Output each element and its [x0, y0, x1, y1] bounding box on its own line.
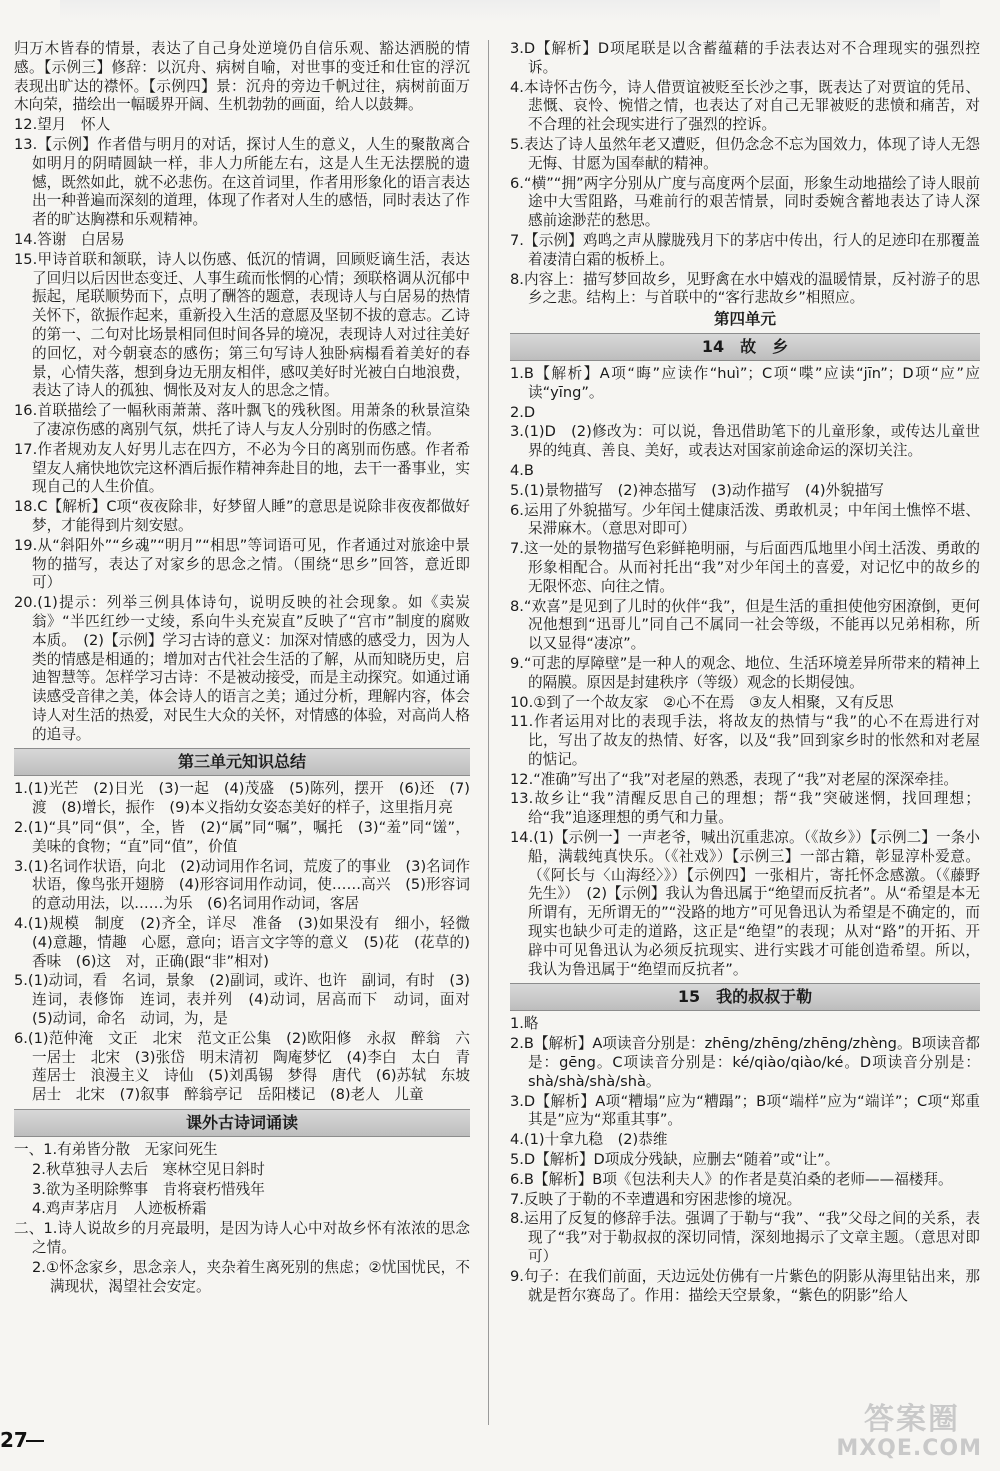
answer-item: 6.“横”“拥”两字分别从广度与高度两个层面，形象生动地描绘了诗人眼前途中大雪阻路，马难前行的艰苦情景，同时委婉含蓄地表达了诗人深感前途渺茫的愁思。	[510, 174, 980, 230]
answer-item: 9.“可悲的厚障壁”是一种人的观念、地位、生活环境差异所带来的精神上的隔膜。原因是封建秩序（等级）观念的长期侵蚀。	[510, 654, 980, 691]
answer-item: 16.首联描绘了一幅秋雨萧萧、落叶飘飞的残秋图。用萧条的秋景渲染了凄凉伤感的离别气氛，烘托了诗人与友人分别时的伤感之情。	[14, 402, 470, 438]
answer-item: 5.(1)景物描写 (2)神态描写 (3)动作描写 (4)外貌描写	[510, 481, 884, 499]
answer-item: 8.运用了反复的修辞手法。强调了于勒与“我”、“我”父母之间的关系，表现了“我”对于勒叔叔的深切同情，深刻地揭示了文章主题。（意思对即可）	[510, 1210, 980, 1266]
answer-item: 8.内容上：描写梦回故乡，见野禽在水中嬉戏的温暖情景，反衬游子的思乡之悲。结构上：与首联中的“客行悲故乡”相照应。	[510, 270, 980, 307]
answer-item: 18.C【解析】C项“夜夜除非，好梦留人睡”的意思是说除非夜夜都做好梦，才能得到片刻安慰。	[14, 498, 470, 534]
answer-item: 4.本诗怀古伤今，诗人借贾谊被贬至长沙之事，既表达了对贾谊的凭吊、悲慨、哀怜、惋惜之情，也表达了对自己无罪被贬的悲愤和痛苦，对不合理的社会现实进行了强烈的控诉。	[510, 78, 980, 134]
answer-item: 3.(1)名词作状语，向北 (2)动词用作名词，荒废了的事业 (3)名词作状语，像鸟张开翅膀 (4)形容词用作动词，使……高兴 (5)形容词的意动用法，以……为乐 (6)名词用作动词，客居	[14, 857, 470, 913]
unit3-summary-list	[14, 780, 485, 1105]
answer-item: 6.运用了外貌描写。少年闰土健康活泼、勇敢机灵；中年闰土憔悴不堪、呆滞麻木。（意思对即可）	[510, 501, 980, 538]
answer-item: 11.作者运用对比的表现手法，将故友的热情与“我”的心不在焉进行对比，写出了故友的热情、好客，以及“我”回到家乡时的怅然和对老屋的惦记。	[510, 713, 980, 768]
section-title: 第三单元知识总结	[177, 752, 306, 772]
answer-item: 2.B【解析】A项读音分别是：zhēng/zhēng/zhēng/zhèng。B项读音都是：gēng。C项读音分别是：ké/qiào/qiào/ké。D项读音分别是：shà/shà/shà/shà。	[510, 1035, 980, 1090]
answer-item: 1.(1)光芒 (2)日光 (3)一起 (4)茂盛 (5)陈列，摆开 (6)还 (7)渡 (8)增长，振作 (9)本义指幼女姿态美好的样子，这里指月亮	[14, 780, 470, 817]
answer-item: 3.欲为圣明除弊事 肯将衰朽惜残年	[32, 1180, 265, 1198]
section-header-lesson14	[510, 333, 980, 361]
section-title: 15 我的叔叔于勒	[677, 987, 813, 1007]
answer-item: 5.(1)动词，看 名词，景象 (2)副词，或许、也许 副词，有时 (3)连词，表修饰 连词，表并列 (4)动词，居高而下 动词，面对 (5)动词，命名 动词，为，是	[14, 972, 485, 1028]
page-number: 27	[0, 1428, 28, 1452]
answer-item: 4.(1)规模 制度 (2)齐全，详尽 准备 (3)如果没有 细小，轻微 (4)意趣，情趣 心愿，意向；语言文字等的意义 (5)花 (花草的)香味 (6)这 对，正确(跟“非”相对)	[14, 915, 485, 970]
answer-item: 12.望月 怀人	[14, 116, 111, 134]
answer-item: 归万木皆春的情景，表达了自己身处逆境仍自信乐观、豁达洒脱的情感。【示例三】修辞：以沉舟、病树自喻，对世事的变迁和仕宦的浮沉表现出旷达的襟怀。【示例四】景：沉舟的旁边千帆过往，病树前面万木向荣，描绘出一幅暖界开阔、生机勃勃的画面，给人以鼓舞。	[14, 40, 470, 114]
lesson14-answer-list	[510, 365, 980, 980]
answer-item: 7.【示例】鸡鸣之声从朦胧残月下的茅店中传出，行人的足迹印在那覆盖着凄清白霜的板桥上。	[510, 231, 980, 268]
answer-item: 6.(1)范仲淹 文正 北宋 范文正公集 (2)欧阳修 永叔 醉翁 六一居士 北宋 (3)张岱 明末清初 陶庵梦忆 (4)李白 太白 青莲居士 浪漫主义 诗仙 (5)刘禹锡 梦得 唐代 (6)苏轼 东坡居士 北宋 (7)叙事 醉翁亭记 岳阳楼记 (8)老人 儿童	[14, 1029, 470, 1104]
right-answer-list	[510, 40, 980, 308]
answer-item: 14.(1)【示例一】一声老爷，喊出沉重悲凉。（《故乡》）【示例二】一条小船，满载纯真快乐。（《社戏》）【示例三】一部古籍，彰显淳朴爱意。（《阿长与〈山海经〉》）【示例四】一张相片，寄托怀念感激。（《藤野先生》） (2)【示例】我认为鲁迅属于“绝望而反抗者”。从“希望是本无所谓有，无所谓无的”“没路的地方”可见鲁迅认为希望是不确定的，而现实也缺少可走的道路，这正是“绝望”的表现；从对“路”的开拓、开辟中可见鲁迅认为必须反抗现实、进行实践才可能创造希望。所以，我认为鲁迅属于“绝望而反抗者”。	[510, 829, 980, 978]
answer-item: 4.B	[510, 461, 534, 479]
answer-item: 3.D【解析】D项尾联是以含蓄蕴藉的手法表达对不合理现实的强烈控诉。	[510, 40, 980, 76]
left-column	[14, 40, 485, 1297]
answer-item: 4.(1)十拿九稳 (2)恭维	[510, 1131, 668, 1149]
answer-item: 2.(1)“具”同“俱”，全，皆 (2)“属”同“嘱”，嘱托 (3)“羞”同“馐”，美味的食物；“直”同“值”，价值	[14, 819, 470, 855]
right-column	[510, 40, 980, 1306]
answer-item: 10.①到了一个故友家 ②心不在焉 ③友人相聚，又有反思	[510, 693, 894, 711]
unit-title: 第四单元	[713, 310, 776, 329]
answer-item: 二、1.诗人说故乡的月亮最明，是因为诗人心中对故乡怀有浓浓的思念之情。	[14, 1220, 470, 1257]
watermark-text-bottom: MXQE.COM	[836, 1436, 982, 1461]
section-header-unit3-summary	[14, 748, 470, 776]
left-answer-list	[14, 40, 470, 744]
answer-item: 7.这一处的景物描写色彩鲜艳明丽，与后面西瓜地里小闰土活泼、勇敢的形象相配合。从而衬托出“我”对少年闰土的喜爱，对记忆中的故乡的无限怀恋、向往之情。	[510, 540, 980, 595]
answer-item: 1.略	[510, 1015, 539, 1033]
extra-poems-list	[14, 1141, 470, 1296]
answer-item: 1.B【解析】A项“晦”应读作“huì”；C项“喋”应读“jīn”；D项“应”应读“yīng”。	[510, 364, 980, 401]
answer-item: 20.(1)提示：列举三例具体诗句，说明反映的社会现象。如《卖炭翁》“半匹红纱一丈绫，系向牛头充炭直”反映了“宫市”制度的腐败本质。 (2)【示例】学习古诗的意义：加深对情感的感受力，因为人类的情感是相通的；增加对古代社会生活的了解，从而知晓历史，启迪智慧等。怎样学习古诗：不是被动接受，而是主动探究。如通过诵读感受音律之美，体会诗人的语言之美；通过分析，理解内容，体会诗人对生活的热爱，对民生大众的关怀，对情感的体验，对高尚人格的追寻。	[14, 594, 470, 743]
section-title: 14 故 乡	[701, 336, 789, 356]
column-divider	[488, 40, 489, 1425]
answer-item: 19.从“斜阳外”“乡魂”“明月”“相思”等词语可见，作者通过对旅途中景物的描写，表达了对家乡的思念之情。（围绕“思乡”回答，意近即可）	[14, 536, 470, 592]
top-edge-shadow	[60, 0, 940, 22]
section-title: 课外古诗词诵读	[185, 1113, 298, 1133]
answer-item: 17.作者规劝友人好男儿志在四方，不必为今日的离别而伤感。作者希望友人痛快地饮完这杯酒后振作精神奔赴目的地，去干一番事业，实现自己的人生价值。	[14, 440, 470, 496]
answer-item: 9.句子：在我们前面，天边远处仿佛有一片紫色的阴影从海里钻出来，那就是哲尔赛岛了。作用：描绘天空景象，“紫色的阴影”给人	[510, 1267, 980, 1304]
answer-item: 13.【示例】作者借与明月的对话，探讨人生的意义，人生的聚散离合如明月的阴晴圆缺一样，非人力所能左右，这是人生无法摆脱的遗憾，既然如此，就不必悲伤。在这首词里，作者用形象化的语言表达出一种普遍而深刻的道理，体现了作者对人生的感悟，同时表达了作者的旷达胸襟和乐观精神。	[14, 135, 470, 229]
lesson15-answer-list	[510, 1015, 980, 1305]
answer-item: 3.D【解析】A项“糟塌”应为“糟蹋”；B项“端样”应为“端详”；C项“郑重其是”应为“郑重其事”。	[510, 1092, 980, 1129]
answer-item: 13.故乡让“我”清醒反思自己的理想；帮“我”突破迷惘，找回理想；给“我”追逐理想的勇气和力量。	[510, 790, 980, 827]
answer-item: 2.①怀念家乡，思念亲人，夹杂着生离死别的焦虑；②忧国忧民，不满现状，渴望社会安定。	[32, 1258, 470, 1295]
page-number-dash	[26, 1440, 44, 1442]
answer-item: 8.“欢喜”是见到了儿时的伙伴“我”，但是生活的重担使他穷困潦倒，更何况他想到“迅哥儿”同自己不属同一社会等级，不能再以兄弟相称，所以又显得“凄凉”。	[510, 597, 980, 653]
answer-item: 6.B【解析】B项《包法利夫人》的作者是莫泊桑的老师——福楼拜。	[510, 1170, 953, 1188]
answer-item: 2.秋草独寻人去后 寒林空见日斜时	[32, 1160, 265, 1178]
section-header-lesson15	[510, 983, 980, 1011]
watermark-logo	[802, 1392, 982, 1462]
answer-item: 3.(1)D (2)修改为：可以说，鲁迅借助笔下的儿童形象，或传达儿童世界的纯真、善良、美好，或表达对国家前途命运的深切关注。	[510, 423, 980, 460]
watermark-text-top: 答案圈	[864, 1402, 960, 1437]
answer-item: 5.表达了诗人虽然年老又遭贬，但仍念念不忘为国效力，体现了诗人无怨无悔、甘愿为国奉献的精神。	[510, 135, 980, 172]
answer-item: 12.“准确”写出了“我”对老屋的熟悉，表现了“我”对老屋的深深牵挂。	[510, 770, 959, 788]
answer-item: 5.D【解析】D项成分残缺，应删去“随着”或“让”。	[510, 1151, 840, 1169]
answer-item: 7.反映了于勒的不幸遭遇和穷困悲惨的境况。	[510, 1190, 802, 1208]
answer-item: 2.D	[510, 403, 536, 421]
answer-item: 4.鸡声茅店月 人迹板桥霜	[32, 1200, 207, 1218]
answer-item: 一、1.有弟皆分散 无家问死生	[14, 1141, 218, 1159]
answer-item: 14.答谢 白居易	[14, 230, 125, 248]
answer-item: 15.甲诗首联和颔联，诗人以伤感、低沉的情调，回顾贬谪生活，表达了回归以后因世态变迁、人事生疏而怅惘的心情；颈联格调从沉郁中振起，尾联顺势而下，点明了酬答的题意，表现诗人与白居易的热情关怀下，欲振作起来，重新投入生活的意愿及坚韧不拔的意志。乙诗的第一、二句对比场景相同但时间各异的境况，表现诗人对过往美好的回忆，对今朝衰态的感伤；第三句写诗人独卧病榻看着美好的春景，心情失落，想到身边无朋友相伴，感叹美好时光被白白地浪费，表达了诗人的孤独、惆怅及对友人的思念之情。	[14, 250, 470, 400]
section-header-extra-poems	[14, 1109, 470, 1137]
